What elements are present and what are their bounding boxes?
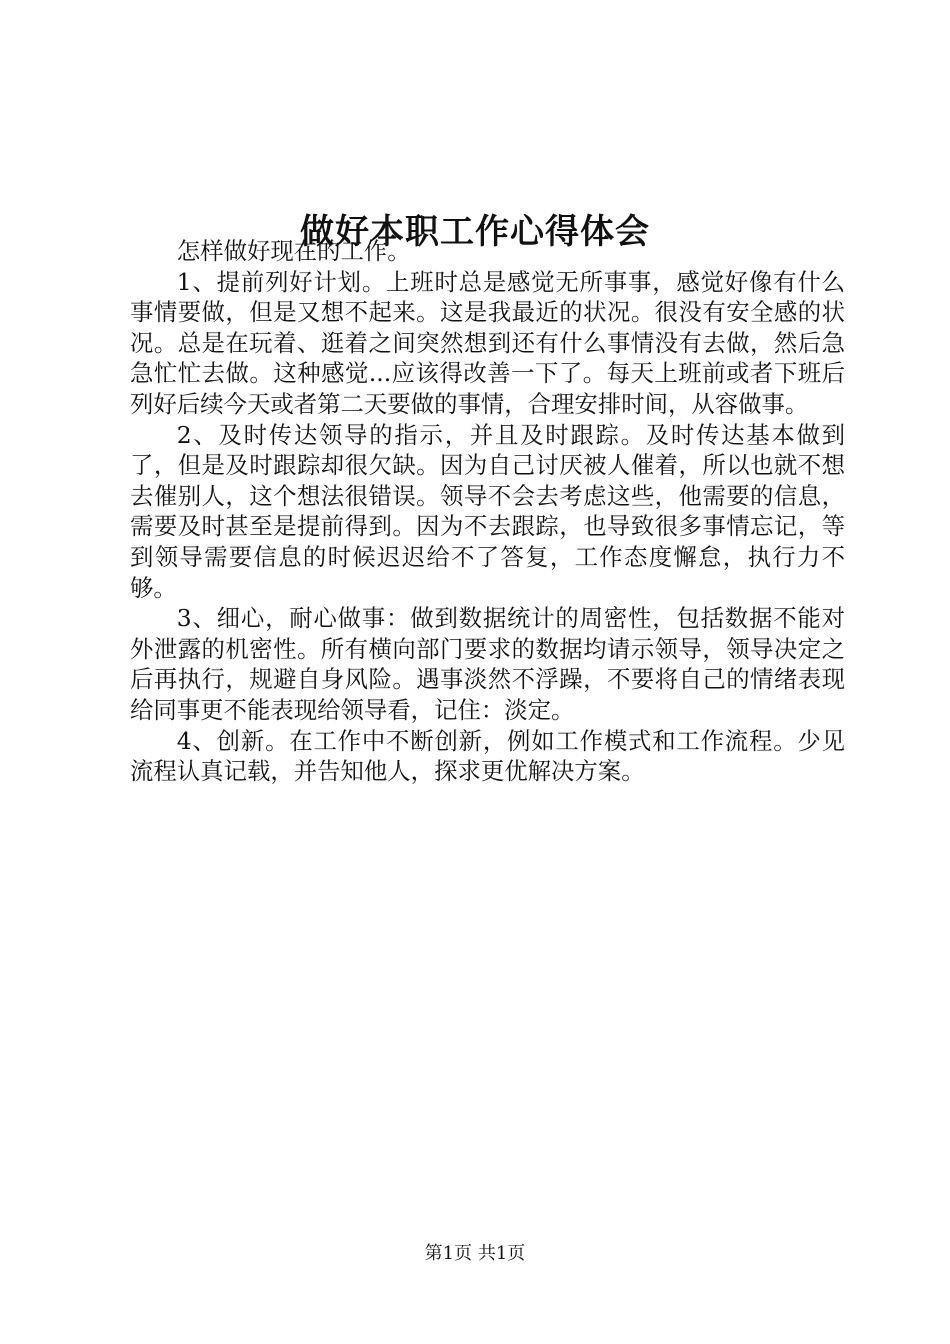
document-title: 做好本职工作心得体会: [300, 211, 650, 252]
page-number-footer: 第1页 共1页: [424, 1243, 526, 1264]
paragraph-careful-work: 3、细心，耐心做事：做到数据统计的周密性，包括数据不能对外泄露的机密性。所有横向部门要求的数据均请示领导，领导决定之后再执行，规避自身风险。遇事淡然不浮躁，不要将自己的情绪表现给同事更不能表现给领导看，记住：淡定。: [130, 604, 845, 724]
paragraph-innovation: 4、创新。在工作中不断创新，例如工作模式和工作流程。少见流程认真记载，并告知他人，探求更优解决方案。: [130, 726, 845, 786]
paragraph-plan-ahead: 1、提前列好计划。上班时总是感觉无所事事，感觉好像有什么事情要做，但是又想不起来。这是我最近的状况。很没有安全感的状况。总是在玩着、逛着之间突然想到还有什么事情没有去做，然后急急忙忙去做。这种感觉...应该得改善一下了。每天上班前或者下班后列好后续今天或者第二天要做的事情，合理安排时间，从容做事。: [130, 267, 845, 418]
paragraph-follow-up: 2、及时传达领导的指示，并且及时跟踪。及时传达基本做到了，但是及时跟踪却很欠缺。因为自己讨厌被人催着，所以也就不想去催别人，这个想法很错误。领导不会去考虑这些，他需要的信息，需要及时甚至是提前得到。因为不去跟踪，也导致很多事情忘记，等到领导需要信息的时候迟迟给不了答复，工作态度懈怠，执行力不够。: [130, 420, 845, 602]
document-body: [130, 236, 845, 787]
paragraph-intro: 怎样做好现在的工作。: [176, 237, 411, 265]
